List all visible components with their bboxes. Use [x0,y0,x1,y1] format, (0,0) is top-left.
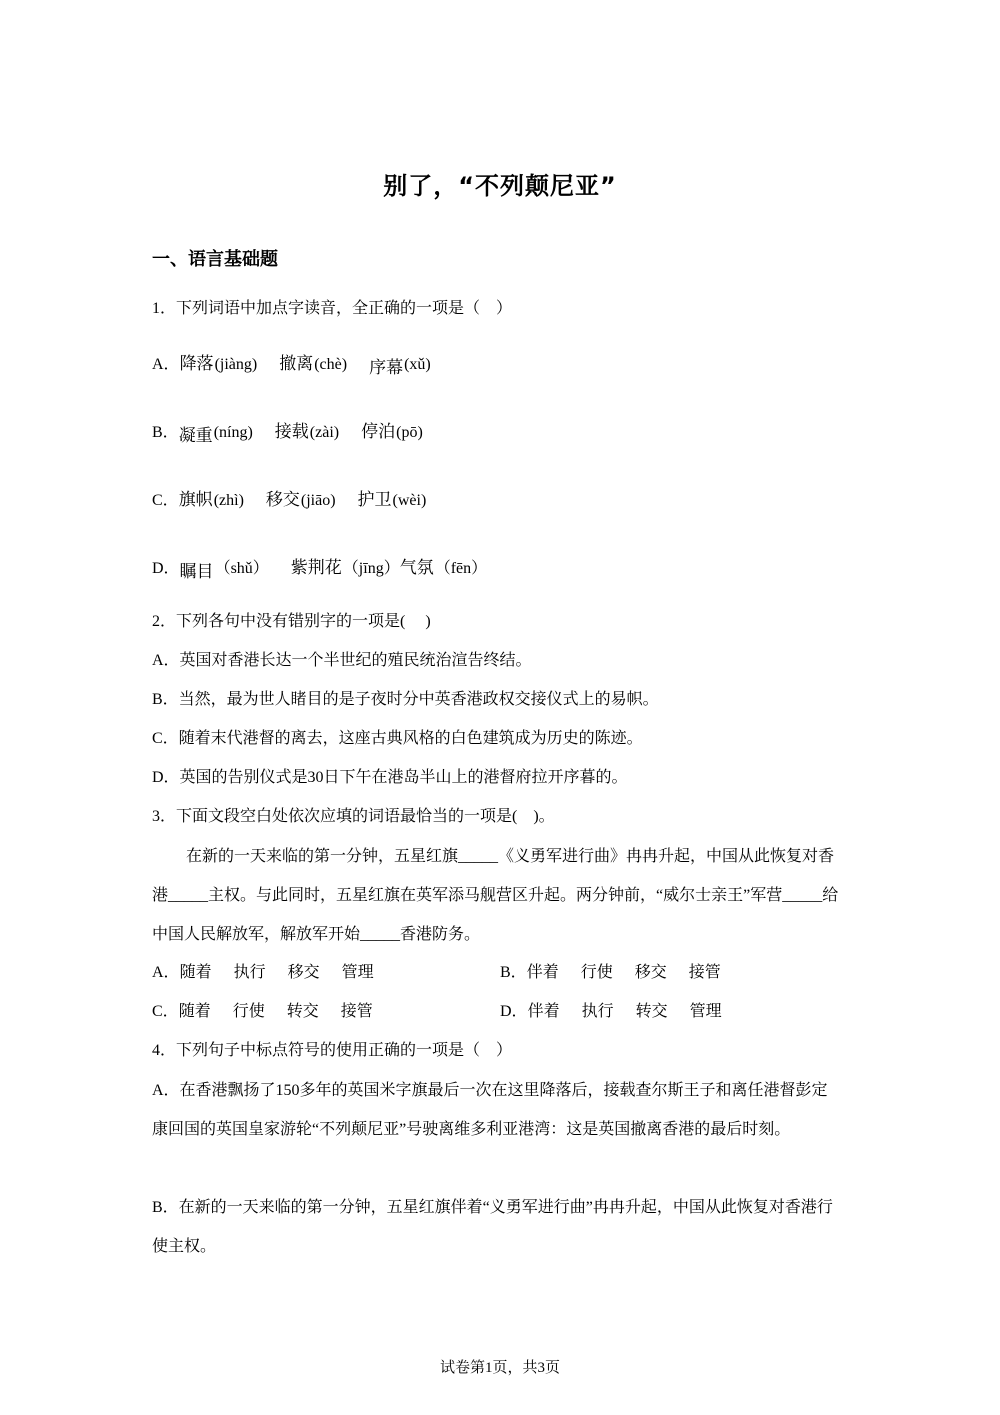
word: 移交(jiāo) [265,490,336,509]
question-1-option-a: A．降落(jiàng) 撤离(chè) 序幕(xǔ) [152,350,431,379]
word: 停泊(pō) [361,422,423,441]
question-3-options-row-1: A．随着 执行 移交 管理 B．伴着 行使 移交 接管 [152,964,721,981]
question-3-stem: 3．下面文段空白处依次应填的词语最恰当的一项是( )。 [152,808,555,825]
question-1-option-d: D．瞩目（shǔ） 紫荆花（jīng）气氛（fēn） [152,554,487,583]
word: 撤离(chè) [279,354,348,373]
word: 降落(jiàng) [179,354,258,373]
question-2-option-a: A．英国对香港长达一个半世纪的殖民统治渲告终结。 [152,652,532,669]
question-1-option-b: B．凝重(níng) 接载(zài) 停泊(pō) [152,418,423,447]
question-2-stem: 2．下列各句中没有错别字的一项是( ) [152,613,431,630]
word: 护卫(wèi) [357,490,427,509]
section-heading: 一、语言基础题 [152,249,278,270]
word: 凝重(níng) [178,424,253,445]
question-3-passage: 在新的一天来临的第一分钟，五星红旗_____《义勇军进行曲》冉冉升起，中国从此恢复对香港_____主权。与此同时，五星红旗在英军添马舰营区升起。两分钟前，“威尔士亲王”军营_____给中国人民解放军，解放军开始_____香港防务。 [152,848,839,943]
word: 紫荆花（jīng） [290,558,400,577]
question-3-options-row-2: C．随着 行使 转交 接管 D．伴着 执行 转交 管理 [152,1003,722,1020]
word: 接载(zài) [274,422,340,441]
word: 旗帜(zhì) [178,490,244,509]
question-1-stem: 1．下列词语中加点字读音，全正确的一项是（ ） [152,300,513,317]
question-4-stem: 4．下列句子中标点符号的使用正确的一项是（ ） [152,1042,513,1059]
question-4-option-a: A．在香港飘扬了150多年的英国米字旗最后一次在这里降落后，接载查尔斯王子和离任港督彭定康回国的英国皇家游轮“不列颠尼亚”号驶离维多利亚港湾：这是英国撤离香港的最后时刻。 [152,1082,828,1138]
document-title: 别了，“不列颠尼亚” [383,172,617,200]
question-2-option-b: B．当然，最为世人睹目的是子夜时分中英香港政权交接仪式上的易帜。 [152,691,659,708]
question-2-option-c: C．随着末代港督的离去，这座古典风格的白色建筑成为历史的陈迹。 [152,730,643,747]
word: 瞩目（shǔ） [179,560,269,581]
page-footer: 试卷第1页，共3页 [439,1360,560,1376]
question-2-option-d: D．英国的告别仪式是30日下午在港岛半山上的港督府拉开序暮的。 [152,769,628,786]
question-1-option-c: C．旗帜(zhì) 移交(jiāo) 护卫(wèi) [152,486,426,515]
question-4-option-b: B．在新的一天来临的第一分钟，五星红旗伴着“义勇军进行曲”冉冉升起，中国从此恢复对香港行使主权。 [152,1199,833,1255]
word: 气氛（fēn） [399,558,488,577]
word: 序幕(xǔ) [369,356,431,377]
